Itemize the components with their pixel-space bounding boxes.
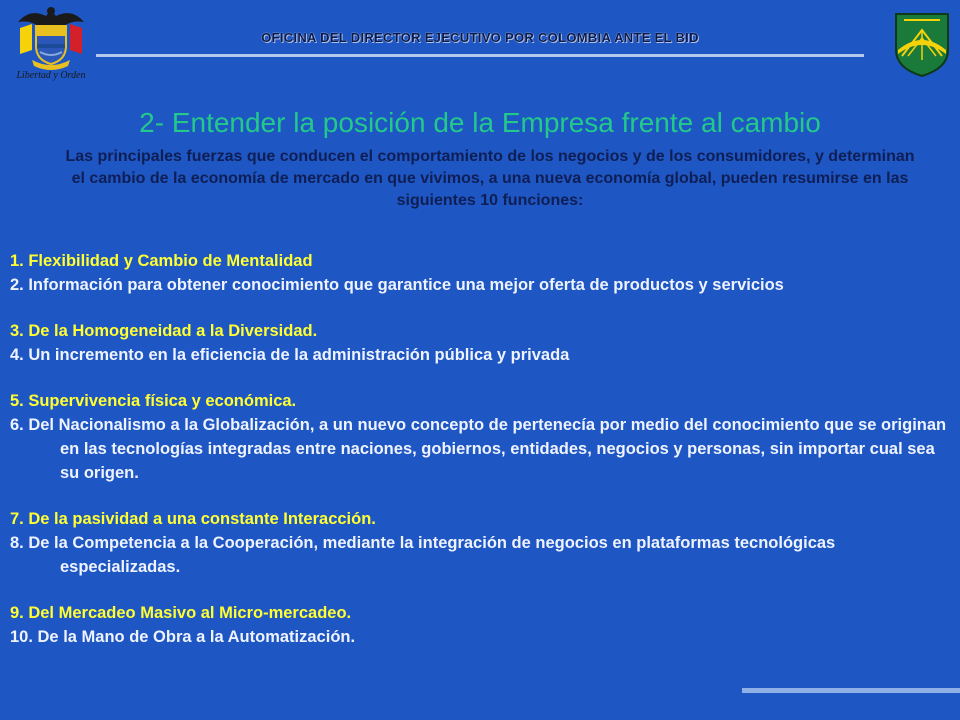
- list-item: 6. Del Nacionalismo a la Globalización, a un nuevo concepto de pertenecía por medio del conocimiento que se originan en las tecnologías integradas entre naciones, gobiernos, entidades, negocios y personas, sin importar cual sea su origen.: [10, 416, 947, 482]
- list-item: 7. De la pasividad a una constante Interacción.: [10, 510, 376, 528]
- office-title: OFICINA DEL DIRECTOR EJECUTIVO POR COLOMBIA ANTE EL BID: [261, 30, 699, 45]
- list-item: 2. Información para obtener conocimiento que garantice una mejor oferta de productos y servicios: [10, 276, 784, 294]
- list-item: 3. De la Homogeneidad a la Diversidad.: [10, 322, 318, 340]
- intro-paragraph: Las principales fuerzas que conducen el comportamiento de los negocios y de los consumidores, y determinan el cambio de la economía de mercado en que vivimos, a una nueva economía global, pueden resumirse en las siguientes 10 funciones:: [65, 148, 915, 209]
- list-item: 1. Flexibilidad y Cambio de Mentalidad: [10, 252, 313, 270]
- functions-list: [10, 249, 955, 649]
- left-logo-caption: Libertad y Orden: [16, 70, 86, 81]
- list-item: 10. De la Mano de Obra a la Automatización.: [10, 628, 356, 646]
- list-item: 9. Del Mercadeo Masivo al Micro-mercadeo.: [10, 604, 352, 622]
- header-divider: [96, 54, 864, 57]
- list-item: 8. De la Competencia a la Cooperación, mediante la integración de negocios en plataformas tecnológicas especializadas.: [10, 534, 836, 576]
- footer-divider: [742, 688, 960, 693]
- list-item: 4. Un incremento en la eficiencia de la administración pública y privada: [10, 346, 570, 364]
- slide-heading: 2- Entender la posición de la Empresa frente al cambio: [139, 106, 821, 138]
- list-item: 5. Supervivencia física y económica.: [10, 392, 297, 410]
